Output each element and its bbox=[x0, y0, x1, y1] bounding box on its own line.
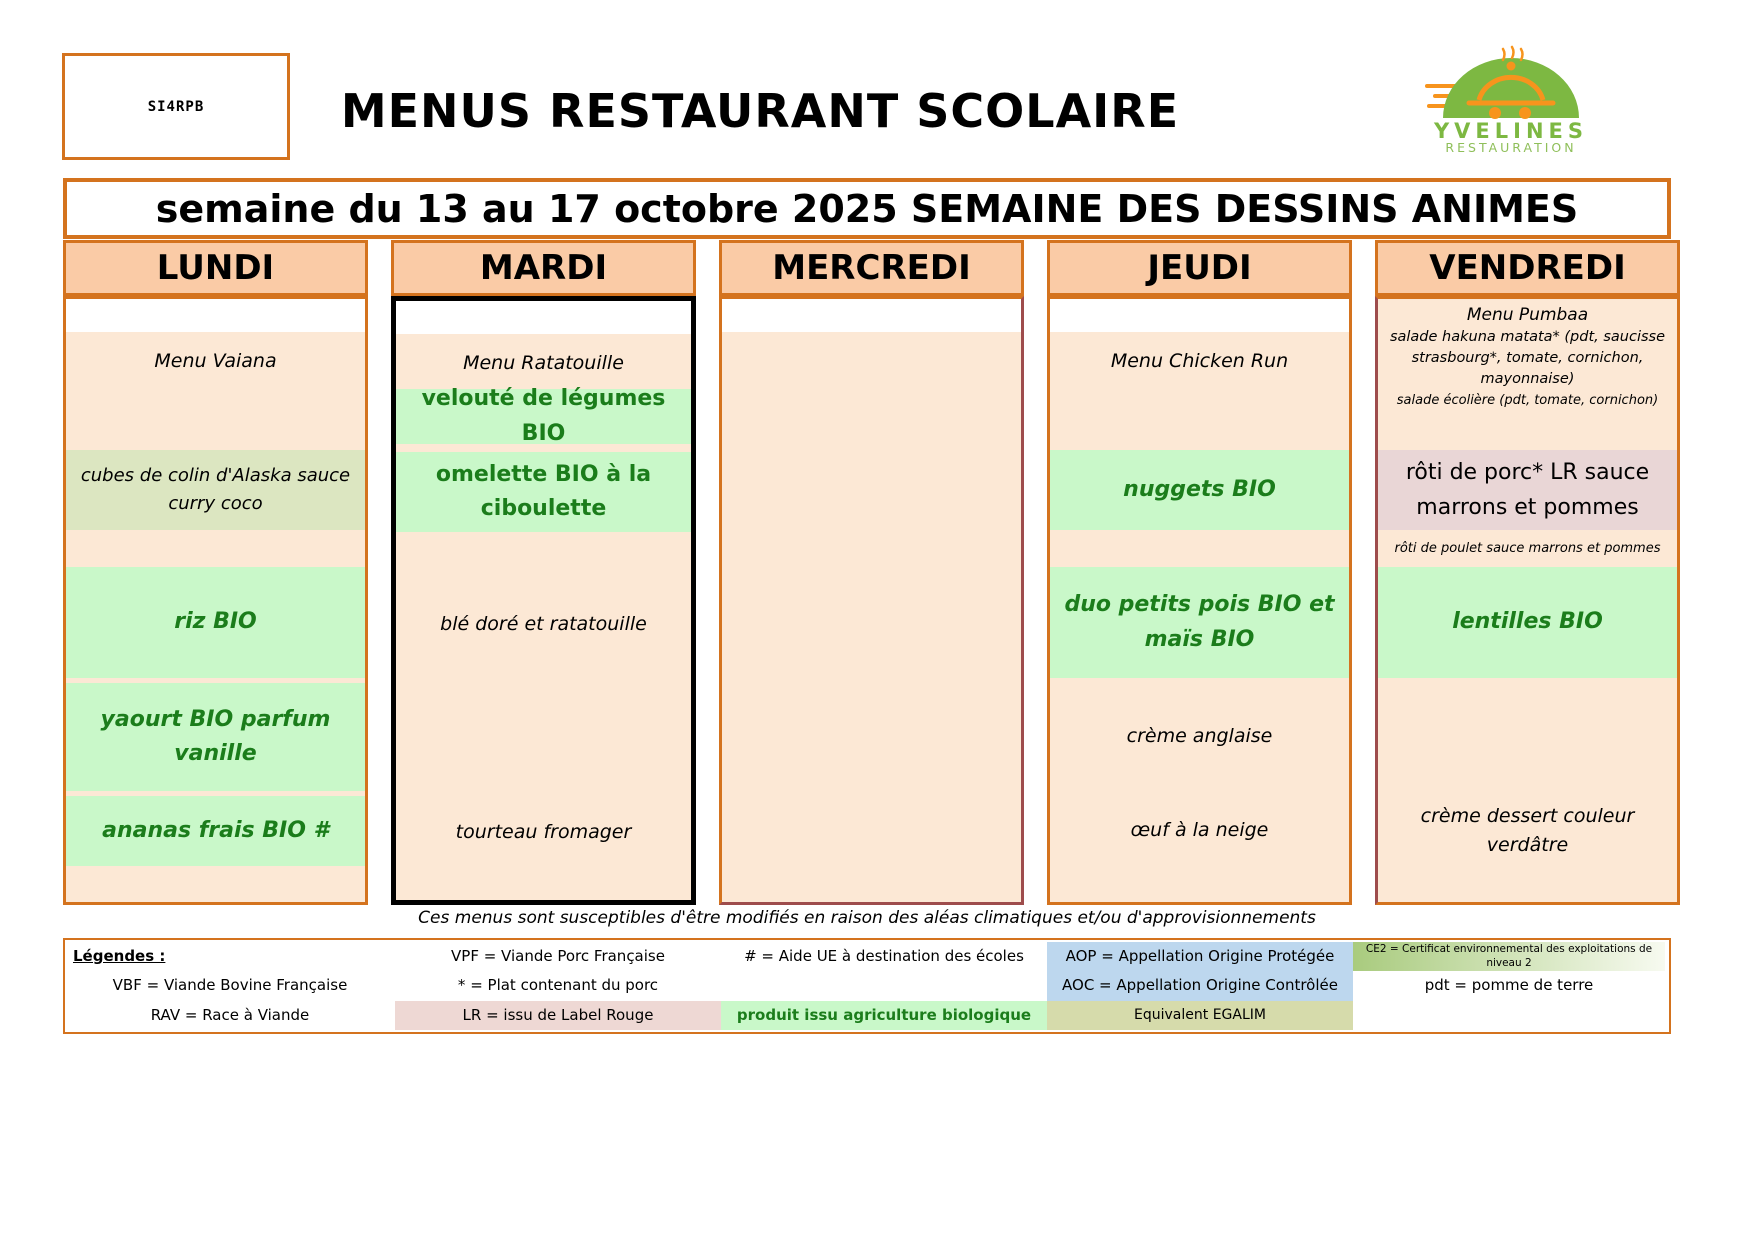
menu-item: Menu Pumbaa bbox=[1466, 305, 1589, 325]
empty-row bbox=[722, 299, 1021, 332]
yvelines-restauration-logo bbox=[1415, 38, 1610, 156]
day-menu-mercredi bbox=[719, 296, 1024, 905]
day-column-lundi bbox=[63, 240, 368, 905]
menu-item: yaourt BIO parfum vanille bbox=[66, 683, 365, 791]
day-column-mardi bbox=[391, 240, 696, 905]
legend-row bbox=[65, 1001, 1669, 1030]
menu-item: Menu Vaiana bbox=[154, 350, 277, 373]
legend-entry: AOP = Appellation Origine Protégée bbox=[1047, 942, 1353, 971]
day-column-jeudi bbox=[1047, 240, 1352, 905]
menu-item: nuggets BIO bbox=[1050, 450, 1349, 530]
menu-item: salade écolière (pdt, tomate, cornichon) bbox=[1396, 393, 1659, 409]
legend-row bbox=[65, 942, 1669, 971]
legend-entry: LR = issu de Label Rouge bbox=[395, 1001, 721, 1030]
day-menu-lundi bbox=[63, 296, 368, 905]
legend-entry: # = Aide UE à destination des écoles bbox=[744, 947, 1024, 966]
page-title: MENUS RESTAURANT SCOLAIRE bbox=[340, 84, 1180, 138]
empty-row bbox=[66, 299, 365, 332]
menu-item: omelette BIO à la ciboulette bbox=[396, 452, 691, 532]
logo-text-restauration: RESTAURATION bbox=[1445, 140, 1577, 155]
day-header-vendredi: VENDREDI bbox=[1375, 240, 1680, 296]
menu-item: riz BIO bbox=[66, 567, 365, 678]
day-menu-jeudi bbox=[1047, 296, 1352, 905]
menu-item: rôti de porc* LR sauce marrons et pommes bbox=[1378, 450, 1677, 530]
legend-entry bbox=[1353, 1001, 1665, 1030]
menu-item: rôti de poulet sauce marrons et pommes bbox=[1394, 541, 1661, 557]
legend-entry: pdt = pomme de terre bbox=[1424, 976, 1594, 995]
legend-entry: * = Plat contenant du porc bbox=[457, 976, 659, 995]
menu-item: lentilles BIO bbox=[1378, 567, 1677, 678]
site-code: SI4RPB bbox=[147, 98, 205, 115]
menu-item: cubes de colin d'Alaska sauce curry coco bbox=[66, 450, 365, 530]
legend-entry: Légendes : bbox=[73, 947, 166, 966]
menu-item: crème anglaise bbox=[1126, 725, 1273, 748]
menu-item: tourteau fromager bbox=[455, 821, 632, 844]
day-menu-mardi bbox=[391, 296, 696, 905]
menu-item: duo petits pois BIO et maïs BIO bbox=[1050, 567, 1349, 678]
menu-item: œuf à la neige bbox=[1130, 819, 1269, 842]
menu-item: blé doré et ratatouille bbox=[440, 612, 647, 635]
empty-row bbox=[1050, 299, 1349, 332]
legend-entry: produit issu agriculture biologique bbox=[721, 1001, 1047, 1030]
legend-entry: VPF = Viande Porc Française bbox=[451, 947, 665, 966]
menu-item: ananas frais BIO # bbox=[66, 796, 365, 866]
legend-entry: AOC = Appellation Origine Contrôlée bbox=[1047, 971, 1353, 1000]
legend-entry: Equivalent EGALIM bbox=[1047, 1001, 1353, 1030]
legend-entry: VBF = Viande Bovine Française bbox=[112, 976, 348, 995]
disclaimer-text: Ces menus sont susceptibles d'être modifiés en raison des aléas climatiques et/ou d'approvisionnements bbox=[418, 908, 1316, 928]
day-column-vendredi bbox=[1375, 240, 1680, 905]
legend-row bbox=[65, 971, 1669, 1000]
legend-box bbox=[63, 938, 1671, 1034]
menu-item: crème dessert couleur verdâtre bbox=[1420, 804, 1635, 856]
menu-item: salade hakuna matata* (pdt, saucisse strasbourg*, tomate, cornichon, mayonnaise) bbox=[1389, 329, 1666, 388]
day-header-mercredi: MERCREDI bbox=[719, 240, 1024, 296]
day-header-lundi: LUNDI bbox=[63, 240, 368, 296]
menu-intro-block bbox=[1378, 303, 1677, 445]
empty-row bbox=[396, 301, 691, 334]
logo-text-yvelines: YVELINES bbox=[1433, 119, 1589, 143]
day-header-mardi: MARDI bbox=[391, 240, 696, 296]
day-column-mercredi bbox=[719, 240, 1024, 905]
menu-item: Menu Ratatouille bbox=[463, 352, 624, 375]
legend-entry: RAV = Race à Viande bbox=[150, 1005, 310, 1024]
day-header-jeudi: JEUDI bbox=[1047, 240, 1352, 296]
menu-item: Menu Chicken Run bbox=[1110, 350, 1289, 373]
menu-item: velouté de légumes BIO bbox=[396, 389, 691, 444]
legend-entry: CE2 = Certificat environnemental des exploitations de niveau 2 bbox=[1353, 942, 1665, 971]
week-banner: semaine du 13 au 17 octobre 2025 SEMAINE DES DESSINS ANIMES bbox=[63, 178, 1671, 239]
site-code-box bbox=[62, 53, 290, 160]
legend-entry bbox=[721, 971, 1047, 1000]
day-menu-vendredi bbox=[1375, 296, 1680, 905]
